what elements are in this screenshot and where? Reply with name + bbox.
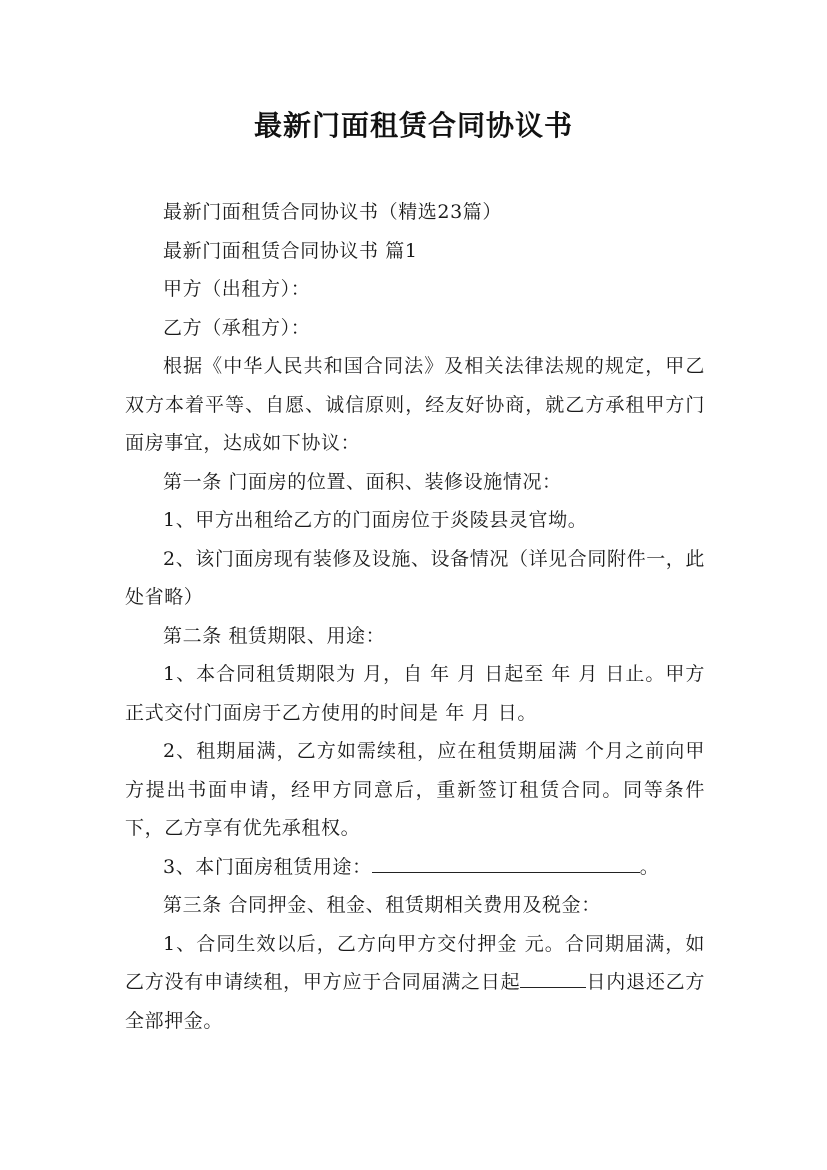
paragraph-article-2-item-2: 2、租期届满，乙方如需续租，应在租赁期届满 个月之前向甲方提出书面申请，经甲方同意后，重新签订租赁合同。同等条件下，乙方享有优先承租权。: [125, 740, 705, 839]
paragraph-preamble: 根据《中华人民共和国合同法》及相关法律法规的规定，甲乙双方本着平等、自愿、诚信原则，经友好协商，就乙方承租甲方门面房事宜，达成如下协议：: [125, 355, 705, 454]
paragraph-article-3: 第三条 合同押金、租金、租赁期相关费用及税金：: [163, 894, 601, 916]
deposit-clause-text: 1、合同生效以后，乙方向甲方交付押金 元。合同期届满，如乙方没有申请续租，甲方应于合同届满之日起: [125, 932, 705, 993]
paragraph-article-1: 第一条 门面房的位置、面积、装修设施情况：: [163, 470, 562, 493]
usage-clause-text: 3、本门面房租赁用途：: [163, 855, 372, 878]
paragraph-article-1-item-1: 1、甲方出租给乙方的门面房位于炎陵县灵官坳。: [163, 509, 588, 531]
usage-blank-line: [372, 850, 640, 873]
paragraph-article-1-item-2: 2、该门面房现有装修及设施、设备情况（详见合同附件一，此处省略）: [125, 547, 705, 608]
paragraph-subtitle: 最新门面租赁合同协议书（精选23篇）: [163, 201, 502, 223]
paragraph-party-a: 甲方（出租方）：: [163, 278, 311, 300]
paragraph-section-heading: 最新门面租赁合同协议书 篇1: [163, 239, 418, 262]
document-title: 最新门面租赁合同协议书: [253, 109, 573, 142]
deposit-days-blank-line: [520, 965, 586, 988]
usage-clause-end: 。: [639, 855, 660, 878]
paragraph-article-2: 第二条 租赁期限、用途：: [163, 624, 386, 647]
document-body: [125, 193, 705, 1040]
paragraph-article-2-item-1: 1、本合同租赁期限为 月，自 年 月 日起至 年 月 日止。甲方正式交付门面房于乙方使用的时间是 年 月 日。: [125, 663, 705, 724]
paragraph-article-3-item-1: [125, 925, 705, 1041]
paragraph-party-b: 乙方（承租方）：: [163, 316, 311, 339]
paragraph-article-2-item-3: [125, 848, 705, 887]
deposit-clause-end: 日内退还乙方全部押金。: [125, 971, 705, 1032]
